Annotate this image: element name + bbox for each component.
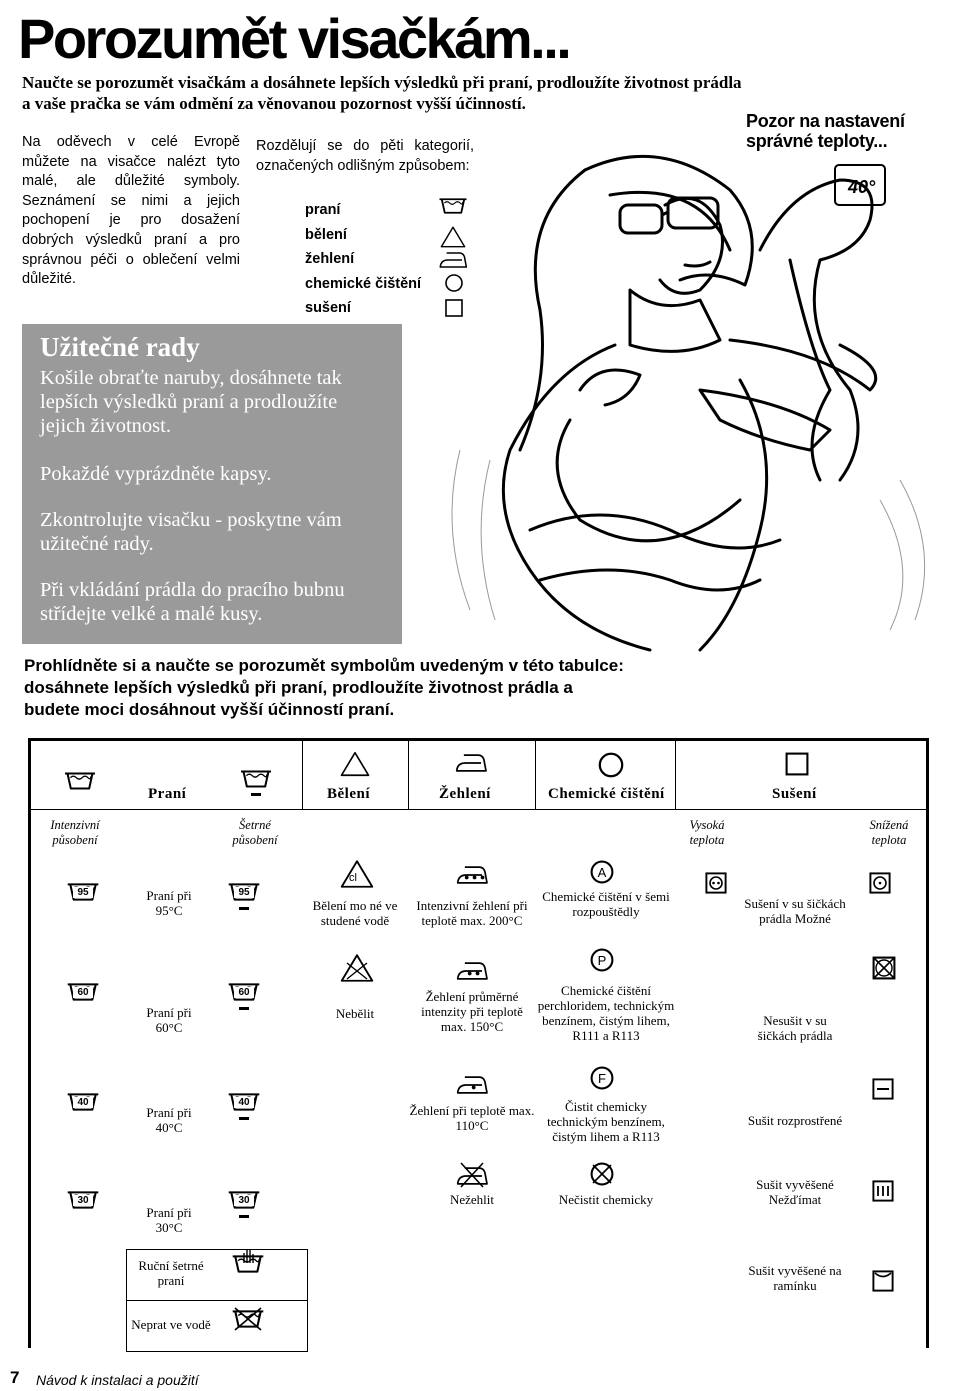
flat-line-icon (877, 1088, 889, 1090)
drip-dry-label: Sušit vyvěšené Nežďímat (756, 1177, 834, 1207)
symbols-intro-text: Na oděvech v celé Evropě můžete na visačce nalézt tyto malé, ale důležité symboly. Seznámení se nimi a jejich pochopení je pro dosažení dobrých výsledků praní a pro správnou péči o oblečení velmi důležité. (22, 134, 240, 288)
no-dry-clean-label: Nečistit chemicky (558, 1191, 654, 1207)
gentle-bar-icon (239, 907, 249, 910)
temperature-warning: Pozor na nastavení správné teploty... (746, 111, 905, 151)
gentle-washing-tub-icon (239, 769, 273, 789)
dry-clean-p-label: Chemické čištění perchloridem, technickým benzínem, čistým lihem, R111 a R113 (537, 983, 675, 1043)
cross-icon (591, 1163, 613, 1185)
gentle-bar-icon (239, 1117, 249, 1120)
bleach-cold-label: Bělení mo né ve studené vodě (312, 898, 398, 928)
category-bleaching: bělení (305, 226, 347, 243)
care-symbols-table (28, 738, 929, 1348)
tub-temp-label: 60 (73, 987, 93, 998)
iron-dots: ● ● (467, 968, 481, 978)
cross-icon (233, 1306, 263, 1332)
category-ironing: žehlení (305, 251, 355, 267)
category-washing: praní (305, 202, 341, 218)
subheader-intensive: Intenzivní působení (50, 818, 100, 847)
header-dry-cleaning: Chemické čištění (548, 786, 665, 802)
svg-text:40°: 40° (848, 177, 876, 197)
header-ironing: Žehlení (439, 786, 491, 802)
tip-item: Pokaždé vyprázdněte kapsy. (40, 463, 272, 485)
iron-200-label: Intenzivní žehlení při teplotě max. 200°C (416, 898, 528, 928)
iron-icon (455, 753, 487, 773)
table-intro: Prohlídněte si a naučte se porozumět symbolům uvedeným v této tabulce: dosáhnete lepších výsledků při praní, prodloužíte životnost prádla a budete moci dosáhnout vyšší účinností praní. (24, 656, 624, 719)
dry-clean-letter: A (597, 864, 607, 880)
gentle-bar-icon (251, 793, 261, 796)
tip-item: Při vkládání prádla do pracího bubnu střídejte velké a malé kusy. (40, 579, 345, 625)
washing-tub-icon (63, 771, 97, 791)
tumble-circle-icon (872, 875, 888, 891)
tub-temp-label: 60 (234, 987, 254, 998)
document-title: Návod k instalaci a použití (36, 1372, 199, 1388)
wash-30-label: Praní při 30°C (146, 1205, 192, 1235)
page-number: 7 (10, 1368, 20, 1387)
tub-temp-label: 40 (73, 1097, 93, 1108)
gentle-bar-icon (239, 1007, 249, 1010)
no-tumble-dry-label: Nesušit v su šičkách prádla (757, 1013, 833, 1043)
dry-flat-label: Sušit rozprostřené (747, 1112, 843, 1128)
dry-clean-f-label: Čistit chemicky technickým benzínem, čistým lihem a R113 (547, 1098, 665, 1144)
subheader-high-temp: Vysoká teplota (689, 818, 725, 847)
no-bleach-label: Nebělit (335, 1005, 375, 1021)
header-washing: Praní (148, 786, 187, 802)
cross-icon (873, 957, 895, 979)
tumble-circle-icon (708, 875, 724, 891)
dry-clean-a-label: Chemické čištění v šemi rozpouštědly (542, 889, 670, 919)
cross-icon (459, 1161, 485, 1189)
page-title: Porozumět visačkám... (18, 7, 570, 70)
header-drying: Sušení (772, 786, 817, 802)
bleach-cl-icon (340, 859, 374, 889)
tumble-dry-label: Sušení v su šičkách prádla Možné (744, 896, 846, 926)
tips-box (22, 324, 402, 644)
tub-temp-label: 30 (234, 1195, 254, 1206)
iron-dots: ● (471, 1082, 477, 1092)
iron-150-label: Žehlení průměrné intenzity při teplotě max. 150°C (421, 988, 523, 1034)
wash-60-label: Praní při 60°C (146, 1005, 192, 1035)
tips-title: Užitečné rady (40, 332, 200, 362)
woman-with-laundry-illustration (400, 150, 955, 660)
category-dry-cleaning: chemické čištění (305, 275, 422, 292)
iron-dots: ● ● ● (464, 872, 486, 882)
hang-dry-label: Sušit vyvěšené na ramínku (748, 1263, 842, 1293)
bleach-triangle-icon (340, 751, 370, 777)
tub-temp-label: 30 (73, 1195, 93, 1206)
tip-item: Košile obraťte naruby, dosáhnete tak lepších výsledků praní a prodloužíte jejich životnost. (40, 367, 342, 437)
dry-clean-letter: F (598, 1070, 606, 1086)
drying-square-icon (784, 751, 810, 777)
tip-item: Zkontrolujte visačku - poskytne vám užitečné rady. (40, 509, 342, 555)
dry-clean-circle-icon (597, 751, 625, 779)
drip-lines-icon (875, 1183, 891, 1199)
intro-paragraph: Naučte se porozumět visačkám a dosáhnete lepších výsledků při praní, prodloužíte životnost prádla a vaše pračka se vám odmění za věnovanou pozornost vyšší účinností. (22, 73, 742, 113)
tub-temp-label: 40 (234, 1097, 254, 1108)
dry-clean-letter: P (597, 952, 607, 968)
bleach-cl-text: cl (349, 872, 357, 884)
hand-icon (242, 1247, 254, 1263)
subheader-gentle: Šetrné působení (232, 818, 278, 847)
hand-wash-label: Ruční šetrné praní (138, 1258, 204, 1288)
category-drying: sušení (305, 300, 351, 316)
hanger-curve-icon (874, 1272, 892, 1280)
subheader-low-temp: Snížená teplota (869, 818, 909, 847)
tub-temp-label: 95 (73, 887, 93, 898)
cross-icon (345, 961, 369, 981)
gentle-bar-icon (239, 1215, 249, 1218)
header-bleaching: Bělení (327, 786, 370, 802)
categories-intro-text: Rozdělují se do pěti kategorií, označených odlišným způsobem: (256, 138, 474, 174)
no-wash-label: Neprat ve vodě (131, 1316, 211, 1332)
no-iron-label: Nežehlit (449, 1191, 495, 1207)
iron-110-label: Žehlení při teplotě max. 110°C (409, 1103, 535, 1133)
tub-temp-label: 95 (234, 887, 254, 898)
wash-40-label: Praní při 40°C (146, 1105, 192, 1135)
wash-95-label: Praní při 95°C (146, 888, 192, 918)
